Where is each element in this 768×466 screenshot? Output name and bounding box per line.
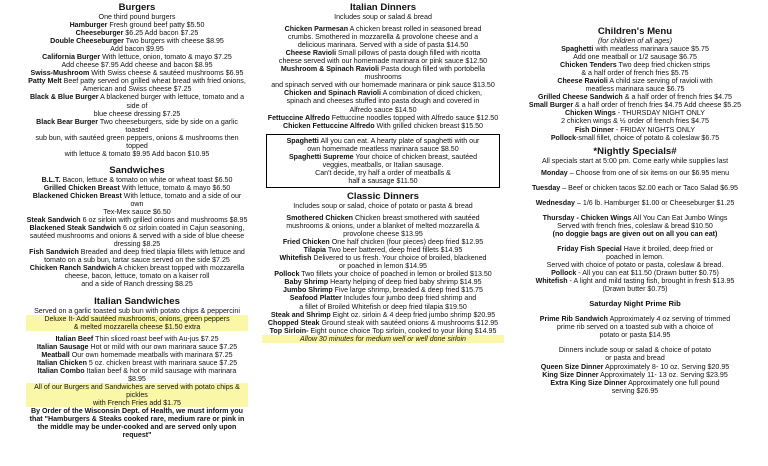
childrens-item-desc: Add one meatball or 1/2 sausage $6.75 bbox=[573, 53, 697, 62]
sandwich-item-desc: With lettuce, tomato and a side of our own bbox=[121, 191, 242, 208]
sandwich-item bbox=[26, 184, 248, 192]
classic-dinner-item bbox=[262, 319, 504, 327]
italian-sandwich-item-name: Italian Beef bbox=[55, 334, 94, 343]
sides-note-2: with French Fries add $1.75 bbox=[26, 399, 248, 407]
sandwich-item-desc: With lettuce, tomato & mayo $6.50 bbox=[119, 183, 231, 192]
classic-dinner-item-desc: Eight ounce choice Top sirloin, cooked to your liking $14.95 bbox=[308, 326, 497, 335]
italian-dinner-item-name: Chicken Fettuccine Alfredo bbox=[282, 121, 375, 130]
burger-item-desc: A blackened burger with lettuce, tomato and a side of bbox=[98, 93, 245, 110]
childrens-item-desc: A child size serving of ravioli with bbox=[607, 77, 713, 86]
burger-item bbox=[26, 93, 248, 109]
burger-item-desc: sub bun, with sautéed green peppers, onions & mushrooms then topped bbox=[35, 133, 239, 150]
deluxe-line-2: & melted mozzarella cheese $1.50 extra bbox=[26, 323, 248, 331]
classic-dinner-item-desc: One half chicken (four pieces) deep fried $12.95 bbox=[329, 238, 484, 247]
thursday-special: All You Can Eat Jumbo Wings bbox=[631, 213, 728, 222]
sandwich-item-desc: A chicken breast topped with mozzarella bbox=[116, 264, 245, 273]
sandwich-item bbox=[26, 216, 248, 224]
burgers-subtitle: One third pound burgers bbox=[98, 13, 176, 21]
nightly-specials-section bbox=[515, 146, 755, 294]
friday-label: Friday Fish Special bbox=[557, 244, 622, 253]
classic-dinners-list bbox=[262, 214, 504, 335]
italian-dinner-item bbox=[262, 114, 504, 122]
childrens-item bbox=[515, 101, 755, 109]
thursday-special-2: Served with french fries, coleslaw & bread $10.50 bbox=[557, 221, 713, 230]
classic-dinner-item-name: Tilapia bbox=[303, 246, 326, 255]
childrens-item bbox=[515, 126, 755, 134]
italian-dinners-subtitle: Includes soup or salad & bread bbox=[334, 13, 432, 21]
italian-dinner-item bbox=[262, 65, 504, 81]
italian-sandwich-item-desc: Thin sliced roast beef with Au-jus $7.25 bbox=[93, 334, 219, 343]
sandwich-item-name: Blackened Steak Sandwich bbox=[29, 224, 122, 233]
classic-dinner-item bbox=[262, 230, 504, 238]
menu-column-right bbox=[515, 0, 755, 395]
burger-item bbox=[26, 29, 248, 37]
whitefish-special: - A light and mild tasting fish, brought in fresh $13.95 bbox=[567, 277, 735, 286]
italian-dinner-item bbox=[262, 106, 504, 114]
classic-dinner-item bbox=[262, 222, 504, 230]
childrens-item-desc: - FRIDAY NIGHTS ONLY bbox=[613, 125, 696, 134]
italian-sandwich-item-name: Italian Sausage bbox=[36, 342, 89, 351]
whitefish-special-2: (Drawn butter $0.75) bbox=[602, 285, 668, 294]
childrens-item bbox=[515, 109, 755, 117]
italian-sandwich-item-desc: Italian beef & hot or mild sausage with marinara bbox=[84, 366, 237, 375]
childrens-item-desc: - THURSDAY NIGHT ONLY bbox=[615, 109, 705, 118]
italian-sandwich-item-name: Italian Combo bbox=[37, 366, 85, 375]
sandwich-item bbox=[26, 232, 248, 240]
sirloin-note: Allow 30 minutes for medium well or well done sirloin bbox=[262, 335, 504, 343]
classic-dinner-item-name: Whitefish bbox=[279, 254, 312, 263]
classic-dinner-item bbox=[262, 278, 504, 286]
sandwich-item-desc: 6 oz sirloin coated in Cajun seasoning, bbox=[121, 224, 245, 233]
classic-dinner-item bbox=[262, 270, 504, 278]
classic-dinner-item-name: Baby Shrimp bbox=[284, 278, 329, 287]
spaghetti-supreme-desc: Your choice of chicken breast, sautéed bbox=[353, 152, 478, 161]
childrens-menu-subtitle: (for children of all ages) bbox=[597, 37, 673, 45]
classic-dinners-title: Classic Dinners bbox=[347, 190, 419, 202]
childrens-item-name: Chicken Wings bbox=[564, 109, 616, 118]
sandwich-item-desc: and a side of Ranch dressing $8.25 bbox=[81, 280, 193, 289]
sandwich-item-name: Steak Sandwich bbox=[26, 216, 81, 225]
italian-dinners-title: Italian Dinners bbox=[349, 2, 417, 13]
prime-rib-sandwich-desc-3: potato or pasta $14.95 bbox=[599, 331, 671, 340]
burger-item-desc: With Swiss cheese & sautéed mushrooms $6.95 bbox=[89, 69, 244, 78]
childrens-menu-section bbox=[515, 26, 755, 142]
childrens-item-desc: & a half order of french fries $4.75 bbox=[622, 93, 732, 102]
classic-dinner-item-desc: Five large shrimp, breaded & deep fried $15.75 bbox=[332, 286, 483, 295]
spaghetti-supreme-desc-2: veggies, meatballs, or Italian sausage. bbox=[322, 160, 444, 169]
classic-dinner-item-desc: Delivered to us fresh. Your choice of broiled, blackened bbox=[311, 254, 487, 263]
italian-dinner-item-desc: Pasta dough filled with portobella mushrooms bbox=[364, 65, 486, 82]
sandwich-item bbox=[26, 208, 248, 216]
friday-special-2: poached in lemon. bbox=[606, 252, 664, 261]
prime-rib-dinners-note: Dinners include soup or salad & choice of potato bbox=[558, 346, 712, 355]
italian-sandwich-item bbox=[26, 367, 248, 375]
classic-dinner-item-name: Chopped Steak bbox=[267, 318, 320, 327]
italian-sandwich-item bbox=[26, 335, 248, 343]
sandwich-item bbox=[26, 272, 248, 280]
burger-item bbox=[26, 150, 248, 158]
sandwich-item-desc: Tex-Mex sauce $6.50 bbox=[103, 208, 171, 217]
italian-dinner-item bbox=[262, 89, 504, 97]
italian-sandwich-item bbox=[26, 343, 248, 351]
sandwich-item bbox=[26, 192, 248, 208]
prime-rib-sandwich-desc-2: prime rib served on a toasted sub with a choice of bbox=[556, 323, 714, 332]
italian-dinner-item bbox=[262, 57, 504, 65]
classic-dinner-item bbox=[262, 303, 504, 311]
burgers-section bbox=[26, 2, 248, 158]
tuesday-label: Tuesday bbox=[532, 183, 561, 192]
childrens-item-desc: -small fillet, choice of potato & coleslaw $6.75 bbox=[576, 133, 720, 142]
sandwich-item bbox=[26, 264, 248, 272]
childrens-item-desc: meatless marinara sauce $6.75 bbox=[585, 85, 685, 94]
italian-dinner-item-desc: Alfredo sauce $14.50 bbox=[349, 105, 417, 114]
italian-dinner-item-desc: Small pillows of pasta dough filled with ricotta bbox=[336, 49, 481, 58]
childrens-item bbox=[515, 134, 755, 142]
italian-sandwiches-intro: Served on a garlic toasted sub bun with potato chips & peppercini bbox=[34, 306, 240, 315]
burger-item-desc: Beef patty served on grilled wheat bread with fried onions, bbox=[61, 77, 246, 86]
classic-dinner-item-desc: or poached in lemon $14.95 bbox=[339, 262, 427, 271]
childrens-item-name: Fish Dinner bbox=[574, 125, 614, 134]
italian-sandwich-item-desc: Our own homemade meatballs with marinara $7.25 bbox=[69, 350, 233, 359]
burger-item-name: Cheeseburger bbox=[75, 29, 124, 38]
burger-item-desc: American and Swiss cheese $7.25 bbox=[82, 85, 192, 94]
italian-dinner-item-desc: A combination of diced chicken, bbox=[381, 89, 482, 98]
sandwich-item-desc: dressing $8.25 bbox=[113, 240, 161, 249]
monday-label: Monday bbox=[540, 168, 568, 177]
italian-dinner-item-name: Chicken and Spinach Ravioli bbox=[284, 89, 382, 98]
burger-item-desc: blue cheese dressing $7.25 bbox=[93, 109, 181, 118]
burger-item bbox=[26, 110, 248, 118]
italian-dinner-item bbox=[262, 81, 504, 89]
childrens-item bbox=[515, 85, 755, 93]
burger-item bbox=[26, 61, 248, 69]
burger-item-desc: Add cheese $7.95 Add cheese and bacon $8.95 bbox=[61, 61, 213, 70]
burger-item bbox=[26, 77, 248, 85]
sandwich-item-name: Fish Sandwich bbox=[29, 248, 79, 257]
menu-column-middle bbox=[262, 0, 504, 343]
classic-dinner-item-desc: provolone cheese $13.95 bbox=[343, 230, 423, 239]
classic-dinner-item-desc: Includes four jumbo deep fried shrimp and bbox=[341, 294, 477, 303]
classic-dinner-item-name: Seafood Platter bbox=[289, 294, 342, 303]
classic-dinner-item-desc: Two beer battered, deep fried fillets $14.95 bbox=[326, 246, 463, 255]
friday-special-3: Served with choice of potato or pasta, coleslaw & bread. bbox=[546, 261, 724, 270]
classic-dinner-item-name: Steak and Shrimp bbox=[270, 310, 331, 319]
classic-dinner-item-name: Pollock bbox=[274, 270, 300, 279]
classic-dinner-item-name: Smothered Chicken bbox=[286, 213, 354, 222]
classic-dinner-item-desc: Ground steak with sautéed onions & mushrooms $12.95 bbox=[319, 318, 499, 327]
extra-king-size-desc: Approximately one full pound bbox=[626, 378, 720, 387]
classic-dinner-item bbox=[262, 254, 504, 262]
classic-dinner-item-desc: Chicken breast smothered with sautéed bbox=[353, 213, 480, 222]
prime-rib-dinners-note-2: or pasta and bread bbox=[605, 354, 665, 363]
queen-size-label: Queen Size Dinner bbox=[540, 362, 604, 371]
classic-dinners-section bbox=[262, 191, 504, 343]
classic-dinner-item-desc: Eight oz. sirloin & 4 deep fried jumbo shrimp $20.95 bbox=[330, 310, 496, 319]
burgers-list bbox=[26, 21, 248, 158]
italian-dinner-item bbox=[262, 41, 504, 49]
sandwich-item bbox=[26, 240, 248, 248]
monday-special: – Choose from one of six items on our $6.95 menu bbox=[567, 168, 730, 177]
childrens-item-name: Small Burger bbox=[528, 101, 574, 110]
burger-item-desc: $6.25 Add bacon $7.25 bbox=[123, 29, 199, 38]
sandwiches-title: Sandwiches bbox=[109, 164, 165, 176]
childrens-item bbox=[515, 77, 755, 85]
burger-item bbox=[26, 21, 248, 29]
classic-dinner-item bbox=[262, 286, 504, 294]
thursday-special-3: (no doggie bags are given out on all you can eat) bbox=[552, 229, 718, 238]
italian-dinner-item-desc: and spinach served with our homemade marinara or pink sauce $13.50 bbox=[271, 81, 495, 90]
burger-item-desc: with lettuce & tomato $9.95 Add bacon $10.95 bbox=[64, 149, 210, 158]
king-size-label: King Size Dinner bbox=[542, 370, 599, 379]
burger-item-desc: Add bacon $9.95 bbox=[110, 45, 164, 54]
burger-item bbox=[26, 37, 248, 45]
health-notice-3: the middle may be under-cooked and are served only upon bbox=[37, 423, 237, 432]
burger-item-desc: Two burgers with cheese $8.95 bbox=[123, 37, 224, 46]
burger-item-name: Black & Blue Burger bbox=[29, 93, 99, 102]
italian-dinner-item-desc: delicious marinara. Served with a side of pasta $14.50 bbox=[297, 41, 469, 50]
sandwich-item-name: Grilled Chicken Breast bbox=[43, 183, 120, 192]
sandwich-item bbox=[26, 224, 248, 232]
classic-dinner-item bbox=[262, 214, 504, 222]
tuesday-special: – Beef or chicken tacos $2.00 each or Taco Salad $6.95 bbox=[560, 183, 738, 192]
italian-dinner-item bbox=[262, 122, 504, 130]
childrens-item-name: Cheese Ravioli bbox=[557, 77, 608, 86]
childrens-item bbox=[515, 61, 755, 69]
classic-dinner-item bbox=[262, 311, 504, 319]
childrens-item-desc: with meatless marinara sauce $5.75 bbox=[593, 45, 709, 54]
italian-sandwich-item-desc: 5 oz. chicken breast with marinara sauce $7.25 bbox=[86, 358, 238, 367]
burger-item-desc: With lettuce, onion, tomato & mayo $7.25 bbox=[100, 53, 232, 62]
classic-dinner-item bbox=[262, 294, 504, 302]
extra-king-size-label: Extra King Size Dinner bbox=[550, 378, 627, 387]
friday-special: Have it broiled, deep fried or bbox=[621, 244, 713, 253]
italian-dinner-item bbox=[262, 33, 504, 41]
burgers-title: Burgers bbox=[118, 2, 156, 13]
italian-sandwiches-list bbox=[26, 335, 248, 383]
burger-item bbox=[26, 45, 248, 53]
childrens-item bbox=[515, 45, 755, 53]
sandwich-item-name: Chicken Ranch Sandwich bbox=[29, 264, 117, 273]
health-notice-1: By Order of the Wisconsin Dept. of Health, we must inform you bbox=[31, 407, 243, 416]
burger-item bbox=[26, 69, 248, 77]
sandwich-item bbox=[26, 176, 248, 184]
italian-sandwich-item bbox=[26, 351, 248, 359]
classic-dinner-item bbox=[262, 246, 504, 254]
classic-dinner-item-desc: mushrooms & onions, under a blanket of melted mozzarella & bbox=[286, 222, 480, 231]
italian-sandwiches-section bbox=[26, 296, 248, 440]
italian-dinner-item-desc: A chicken breast rolled in seasoned bread bbox=[348, 25, 482, 34]
childrens-item-desc: & a half order of french fries $4.75 Add cheese $5.25 bbox=[573, 101, 742, 110]
spaghetti-supreme-desc-4: half a sausage $11.50 bbox=[348, 176, 418, 185]
classic-dinners-subtitle: Includes soup or salad, choice of potato or pasta & bread bbox=[293, 201, 473, 210]
italian-dinner-item-desc: Fettuccine noodles topped with Alfredo sauce $12.50 bbox=[329, 113, 499, 122]
wednesday-label: Wednesday bbox=[535, 198, 575, 207]
sandwich-item-desc: Bacon, lettuce & tomato on white or wheat toast $6.50 bbox=[60, 175, 233, 184]
italian-dinner-item-name: Mushroom & Spinach Ravioli bbox=[280, 65, 380, 74]
spaghetti-desc: All you can eat. A hearty plate of spaghetti with our bbox=[318, 136, 480, 145]
burger-item-name: Hamburger bbox=[69, 21, 108, 30]
italian-dinner-item bbox=[262, 97, 504, 105]
burger-item-name: California Burger bbox=[42, 53, 101, 62]
spaghetti-name: Spaghetti bbox=[286, 136, 319, 145]
italian-dinner-item bbox=[262, 25, 504, 33]
extra-king-size-desc-2: serving $26.95 bbox=[611, 386, 659, 395]
italian-sandwich-item bbox=[26, 375, 248, 383]
sandwich-item-desc: sautéed mushrooms and onions & served with a side of blue cheese bbox=[29, 232, 245, 241]
sandwich-item-desc: 6 oz sirloin with grilled onions and mushrooms $8.95 bbox=[80, 216, 248, 225]
italian-sandwich-item-name: Italian Chicken bbox=[36, 358, 87, 367]
italian-dinner-item-desc: spinach and cheeses stuffed into pasta dough and covered in bbox=[286, 97, 480, 106]
classic-dinner-item-desc: Two fillets your choice of poached in lemon or broiled $13.50 bbox=[299, 270, 492, 279]
classic-dinner-item bbox=[262, 238, 504, 246]
spaghetti-desc-2: own homemade meatless marinara sauce $8.50 bbox=[307, 144, 459, 153]
italian-sandwich-item-desc: $8.95 bbox=[128, 374, 146, 383]
childrens-item-name: Spaghetti bbox=[561, 45, 594, 54]
italian-dinner-item-desc: With grilled chicken breast $15.50 bbox=[374, 121, 483, 130]
classic-dinner-item bbox=[262, 327, 504, 335]
classic-dinner-item-desc: Hearty helping of deep fried baby shrimp $14.95 bbox=[328, 278, 482, 287]
sandwiches-list bbox=[26, 176, 248, 289]
italian-dinners-list bbox=[262, 25, 504, 130]
sandwich-item-desc: cheese, bacon, lettuce, tomato on a kaiser roll bbox=[64, 272, 210, 281]
prime-rib-sandwich-label: Prime Rib Sandwich bbox=[539, 315, 608, 324]
prime-rib-sandwich-desc: Approximately 4 oz serving of trimmed bbox=[607, 315, 731, 324]
deluxe-line-1: Deluxe It- Add sautéed mushrooms, onions, green peppers bbox=[26, 315, 248, 323]
whitefish-label: Whitefish bbox=[535, 277, 568, 286]
wednesday-special: – 1/6 lb. Hamburger $1.00 or Cheeseburger $1.25 bbox=[574, 198, 735, 207]
sandwiches-section bbox=[26, 165, 248, 289]
italian-dinner-item-name: Chicken Parmesan bbox=[284, 25, 349, 34]
italian-sandwich-item-name: Meatball bbox=[41, 350, 70, 359]
burger-item bbox=[26, 118, 248, 134]
classic-dinner-item-name: Fried Chicken bbox=[282, 238, 330, 247]
sides-note-1: All of our Burgers and Sandwiches are served with potato chips & pickles bbox=[26, 383, 248, 399]
sandwich-item bbox=[26, 256, 248, 264]
spaghetti-box bbox=[266, 134, 500, 188]
sandwich-item-desc: tomato on a sub bun, tartar sauce served on the side $7.25 bbox=[44, 256, 230, 265]
burger-item-desc: Two cheeseburgers, side by side on a garlic toasted bbox=[98, 117, 238, 134]
spaghetti-supreme-desc-3: Can't decide, try half a order of meatballs & bbox=[315, 168, 451, 177]
childrens-item bbox=[515, 53, 755, 61]
pollock-special: - All you can eat $11.50 (Drawn butter $0.75) bbox=[576, 269, 719, 278]
childrens-list bbox=[515, 45, 755, 142]
burger-item-name: Double Cheeseburger bbox=[50, 37, 124, 46]
health-notice-2: that "Hamburgers & Steaks cooked rare, medium rare or pink in bbox=[29, 415, 245, 424]
childrens-menu-title: Children's Menu bbox=[597, 26, 673, 37]
classic-dinner-item-desc: a fillet of Broiled Whitefish or deep fried tilapia $19.50 bbox=[299, 302, 467, 311]
nightly-specials-title: *Nightly Specials# bbox=[593, 145, 677, 157]
prime-rib-section bbox=[515, 300, 755, 394]
nightly-specials-subtitle: All specials start at 5:00 pm. Come early while supplies last bbox=[541, 156, 729, 165]
classic-dinner-item bbox=[262, 262, 504, 270]
burger-item-desc: Fresh ground beef patty $5.50 bbox=[107, 21, 205, 30]
italian-dinner-item-name: Cheese Ravioli bbox=[285, 49, 337, 58]
italian-sandwich-item-desc: Hot or mild with our own marinara sauce $7.25 bbox=[88, 342, 238, 351]
sandwich-item-name: B.L.T. bbox=[41, 175, 61, 184]
burger-item bbox=[26, 134, 248, 150]
italian-dinner-item bbox=[262, 49, 504, 57]
prime-rib-title: Saturday Night Prime Rib bbox=[589, 299, 681, 309]
burger-item bbox=[26, 53, 248, 61]
italian-dinner-item-desc: crumbs. Smothered in mozzarella & provolone cheese and a bbox=[287, 33, 479, 42]
childrens-item-name: Pollock bbox=[550, 133, 577, 142]
italian-sandwiches-title: Italian Sandwiches bbox=[94, 295, 180, 307]
childrens-item-desc: 2 chicken wings & ½ order of french fries $4.75 bbox=[561, 117, 709, 126]
classic-dinner-item-name: Jumbo Shrimp bbox=[283, 286, 333, 295]
childrens-item-name: Chicken Tenders bbox=[560, 61, 617, 70]
italian-dinners-section bbox=[262, 2, 504, 130]
health-notice-4: request" bbox=[122, 431, 152, 440]
burger-item-name: Black Bear Burger bbox=[36, 117, 99, 126]
burger-item bbox=[26, 85, 248, 93]
childrens-item bbox=[515, 117, 755, 125]
sandwich-item bbox=[26, 248, 248, 256]
burger-item-name: Swiss-Mushroom bbox=[30, 69, 90, 78]
childrens-item-desc: & a half order of french fries $5.75 bbox=[581, 69, 689, 78]
childrens-item bbox=[515, 93, 755, 101]
sandwich-item bbox=[26, 280, 248, 288]
italian-dinner-item-desc: cheese served with our homemade marinara or pink sauce $12.50 bbox=[278, 57, 488, 66]
sandwich-item-name: Blackened Chicken Breast bbox=[32, 191, 122, 200]
menu-column-left bbox=[26, 0, 248, 439]
childrens-item bbox=[515, 69, 755, 77]
pollock-label: Pollock bbox=[551, 269, 577, 278]
italian-sandwich-item bbox=[26, 359, 248, 367]
queen-size-desc: Approximately 8- 10 oz. Serving $20.95 bbox=[603, 362, 730, 371]
thursday-label: Thursday - Chicken Wings bbox=[542, 213, 632, 222]
italian-dinner-item-name: Fettuccine Alfredo bbox=[267, 113, 330, 122]
sandwich-item-desc: Breaded and deep fried tilapia fillets with lettuce and bbox=[78, 248, 245, 257]
king-size-desc: Approximately 11- 13 oz. Serving $23.95 bbox=[598, 370, 728, 379]
burger-item-name: Patty Melt bbox=[28, 77, 62, 86]
classic-dinner-item-name: Top Sirloin- bbox=[269, 326, 309, 335]
spaghetti-supreme-name: Spaghetti Supreme bbox=[288, 152, 354, 161]
childrens-item-desc: Two deep fried chicken strips bbox=[616, 61, 710, 70]
childrens-item-name: Grilled Cheese Sandwich bbox=[538, 93, 623, 102]
